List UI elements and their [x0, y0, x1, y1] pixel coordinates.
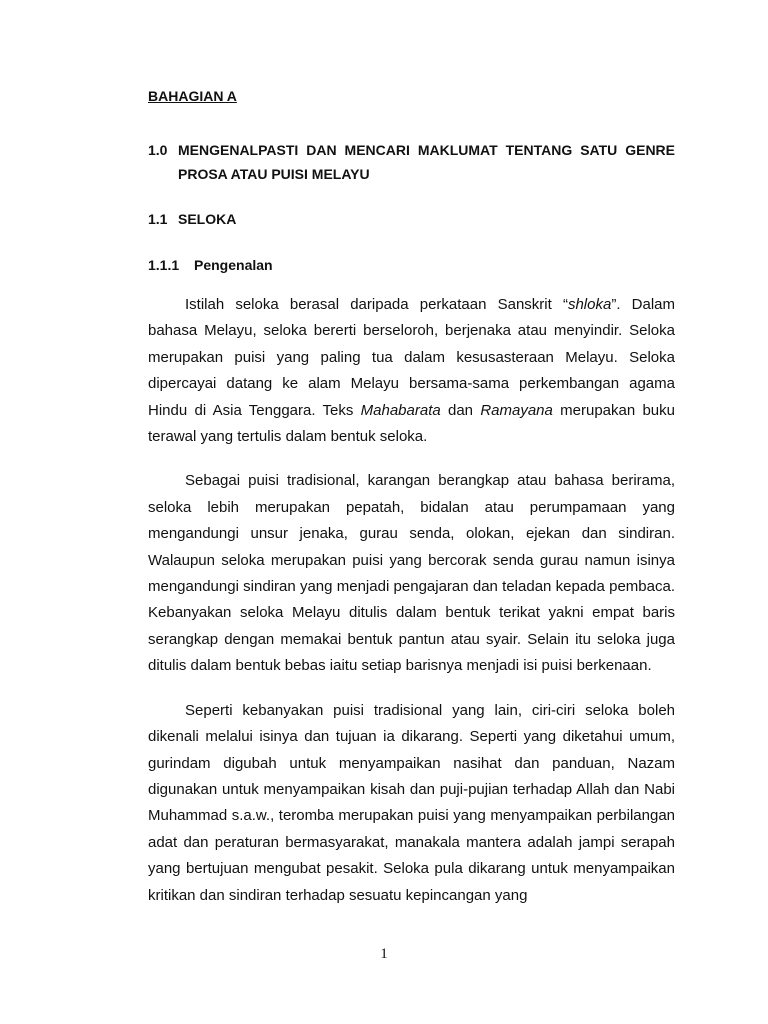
- title-ramayana: Ramayana: [480, 401, 553, 419]
- paragraph-1-text-c: dan: [440, 401, 481, 419]
- page-content: [148, 86, 675, 927]
- subsection-title: Pengenalan: [194, 257, 273, 273]
- paragraph-3: Seperti kebanyakan puisi tradisional yang lain, ciri-ciri seloka boleh dikenali melalui isinya dan tujuan ia dikarang. Seperti yang diketahui umum, gurindam digubah untuk menyampaikan nasihat dan panduan, Nazam digunakan untuk menyampaikan kisah dan puji-pujian terhadap Allah dan Nabi Muhammad s.a.w., teromba merupakan puisi yang menyampaikan perbilangan adat dan peraturan bermasyarakat, manakala mantera adalah jampi serapah yang bertujuan mengubat pesakit. Seloka pula dikarang untuk menyampaikan kritikan dan sindiran terhadap sesuatu kepincangan yang: [148, 701, 675, 904]
- paragraph-1: [148, 292, 675, 450]
- section-title: BAHAGIAN A: [148, 88, 237, 104]
- paragraph-1-text-d: merupakan buku terawal yang tertulis dalam bentuk seloka.: [148, 401, 675, 446]
- subsection-heading: [148, 255, 675, 275]
- paragraph-1-text-b: ”. Dalam bahasa Melayu, seloka bererti berseloroh, berjenaka atau menyindir. Seloka merupakan puisi yang paling tua dalam kesusasteraan Melayu. Seloka dipercayai datang ke alam Melayu bersama-sama perkembangan agama Hindu di Asia Tenggara. Teks: [148, 296, 675, 419]
- section-heading-title: SELOKA: [178, 211, 237, 227]
- chapter-number: 1.0: [148, 142, 168, 158]
- chapter-heading: [148, 138, 675, 186]
- title-mahabarata: Mahabarata: [360, 401, 441, 419]
- chapter-title: MENGENALPASTI DAN MENCARI MAKLUMAT TENTANG SATU GENRE PROSA ATAU PUISI MELAYU: [178, 142, 675, 182]
- paragraph-2: Sebagai puisi tradisional, karangan berangkap atau bahasa berirama, seloka lebih merupakan pepatah, bidalan atau perumpamaan yang mengandungi unsur jenaka, gurau senda, olokan, ejekan dan sindiran. Walaupun seloka merupakan puisi yang bercorak senda gurau namun isinya mengandungi sindiran yang menjadi pengajaran dan teladan kepada pembaca. Kebanyakan seloka Melayu ditulis dalam bentuk terikat yakni empat baris serangkap dengan memakai bentuk pantun atau syair. Selain itu seloka juga ditulis dalam bentuk bebas iaitu setiap barisnya menjadi isi puisi berkenaan.: [148, 472, 675, 675]
- term-shloka: shloka: [567, 296, 612, 313]
- section-number: 1.1: [148, 211, 168, 227]
- subsection-number: 1.1.1: [148, 257, 180, 273]
- section-heading: [148, 209, 675, 229]
- page-number: 1: [380, 946, 388, 962]
- paragraph-1-text-a: Istilah seloka berasal daripada perkataan Sanskrit “: [185, 296, 568, 313]
